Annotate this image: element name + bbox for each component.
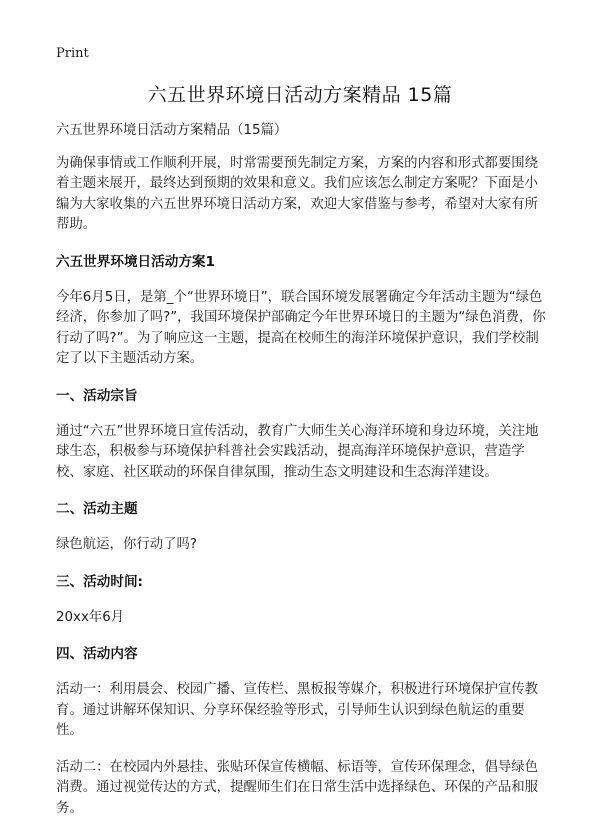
document-body [56,121,548,835]
section1-intro-paragraph: 今年6月5日，是第_个“世界环境日”，联合国环境发展署确定今年活动主题为“绿色经济，你参加了吗?”，我国环境保护部确定今年世界环境日的主题为“绿色消费，你行动了吗?”。为了响应这一主题，提高在校师生的海洋环境保护意识，我们学校制定了以下主题活动方案。 [56,289,546,366]
intro-paragraph: 为确保事情或工作顺利开展，时常需要预先制定方案，方案的内容和形式都要围绕着主题来展开，最终达到预期的效果和意义。我们应该怎么制定方案呢？下面是小编为大家收集的六五世界环境日活动方案，欢迎大家借鉴与参考，希望对大家有所帮助。 [56,155,539,232]
document-subtitle: 六五世界环境日活动方案精品（15篇） [56,123,288,138]
section1-heading: 六五世界环境日活动方案1 [56,253,215,270]
activity2-paragraph: 活动二：在校园内外悬挂、张贴环保宣传横幅、标语等，宣传环保理念，倡导绿色消费。通过视觉传达的方式，提醒师生们在日常生活中选择绿色、环保的产品和服务。 [56,759,539,816]
purpose-heading: 一、活动宗旨 [56,387,138,404]
theme-paragraph: 绿色航运，你行动了吗? [56,537,198,552]
print-link[interactable]: Print [56,46,89,61]
document-title: 六五世界环境日活动方案精品 15篇 [147,84,453,106]
activity1-paragraph: 活动一：利用晨会、校园广播、宣传栏、黑板报等媒介，积极进行环境保护宣传教育。通过讲解环保知识、分享环保经验等形式，引导师生认识到绿色航运的重要性。 [56,682,539,738]
purpose-paragraph: 通过“六五”世界环境日宣传活动，教育广大师生关心海洋环境和身边环境，关注地球生态，积极参与环境保护科普社会实践活动，提高海洋环境保护意识，营造学校、家庭、社区联动的环保自律氛围，推动生态文明建设和生态海洋建设。 [56,423,539,480]
time-paragraph: 20xx年6月 [56,609,125,625]
time-heading: 三、活动时间: [56,573,143,590]
theme-heading: 二、活动主题 [56,501,138,517]
content-heading: 四、活动内容 [56,646,138,662]
